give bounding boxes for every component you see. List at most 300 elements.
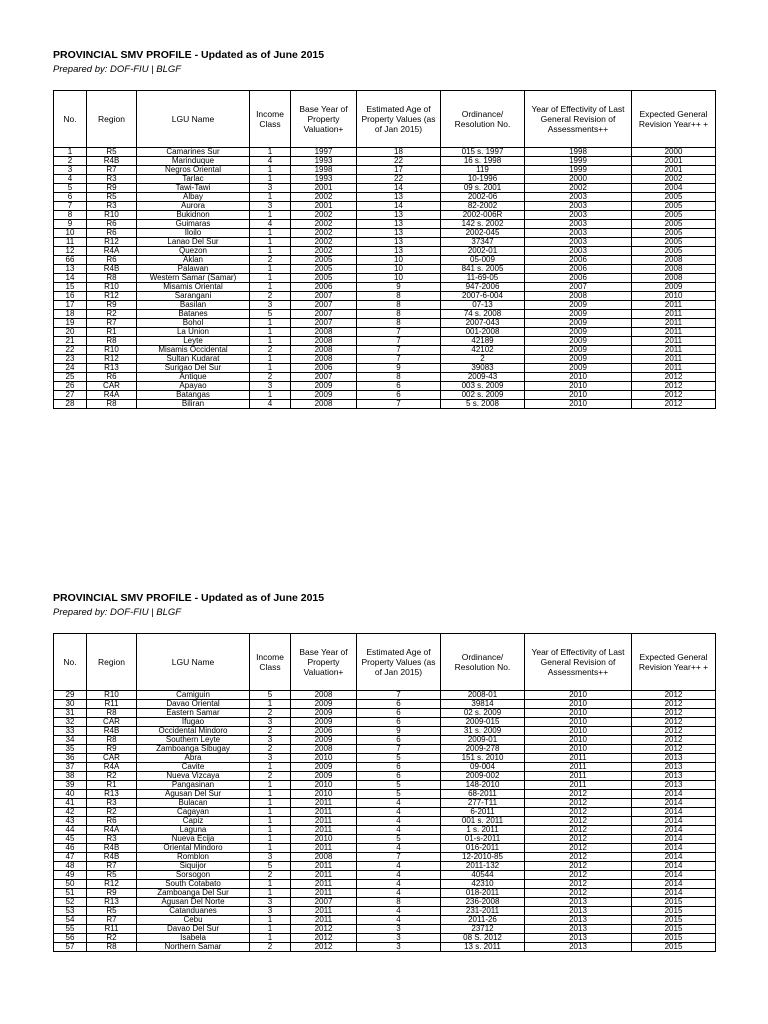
col-base-year-cell: 2012	[291, 943, 357, 952]
col-lgu-name-cell: Albay	[137, 193, 250, 202]
col-income-class-cell: 1	[250, 763, 291, 772]
col-effectivity-year-cell: 2006	[525, 274, 632, 283]
table-row	[54, 925, 716, 934]
header-row	[54, 634, 716, 691]
col-estimated-age-cell: 4	[357, 862, 441, 871]
col-expected-revision-year-cell: 2001	[632, 157, 716, 166]
table-row	[54, 328, 716, 337]
col-expected-revision-year-cell: 2014	[632, 889, 716, 898]
col-base-year-header: Base Year of Property Valuation+	[291, 634, 357, 691]
table-row	[54, 382, 716, 391]
table-row	[54, 211, 716, 220]
col-income-class-cell: 2	[250, 292, 291, 301]
col-region-cell: R12	[87, 238, 137, 247]
col-no-cell: 36	[54, 754, 87, 763]
col-income-class-cell: 1	[250, 364, 291, 373]
col-expected-revision-year-cell: 2011	[632, 319, 716, 328]
col-expected-revision-year-cell: 2014	[632, 853, 716, 862]
col-ordinance-cell: 5 s. 2008	[441, 400, 525, 409]
col-region-cell: R9	[87, 184, 137, 193]
col-no-cell: 49	[54, 871, 87, 880]
table-row	[54, 943, 716, 952]
col-income-class-cell: 2	[250, 745, 291, 754]
col-expected-revision-year-cell: 2015	[632, 907, 716, 916]
col-estimated-age-cell: 6	[357, 763, 441, 772]
col-base-year-cell: 2010	[291, 781, 357, 790]
col-base-year-cell: 2010	[291, 790, 357, 799]
col-no-cell: 26	[54, 382, 87, 391]
col-base-year-cell: 2006	[291, 283, 357, 292]
col-expected-revision-year-cell: 2012	[632, 391, 716, 400]
col-estimated-age-cell: 7	[357, 346, 441, 355]
col-estimated-age-cell: 8	[357, 292, 441, 301]
col-expected-revision-year-cell: 2014	[632, 826, 716, 835]
col-expected-revision-year-cell: 2005	[632, 202, 716, 211]
table-row	[54, 880, 716, 889]
col-lgu-name-cell: Agusan Del Norte	[137, 898, 250, 907]
col-estimated-age-cell: 13	[357, 211, 441, 220]
col-base-year-cell: 2002	[291, 220, 357, 229]
col-ordinance-cell: 05-009	[441, 256, 525, 265]
smv-table-2	[53, 633, 716, 952]
col-effectivity-year-cell: 2012	[525, 790, 632, 799]
col-region-cell: R2	[87, 310, 137, 319]
col-expected-revision-year-cell: 2012	[632, 373, 716, 382]
col-ordinance-cell: 236-2008	[441, 898, 525, 907]
col-region-cell: R2	[87, 772, 137, 781]
col-effectivity-year-cell: 2009	[525, 364, 632, 373]
col-effectivity-year-cell: 2003	[525, 211, 632, 220]
col-effectivity-year-cell: 2003	[525, 247, 632, 256]
table-row	[54, 220, 716, 229]
col-ordinance-cell: 2008-01	[441, 691, 525, 700]
col-lgu-name-cell: Marinduque	[137, 157, 250, 166]
col-no-cell: 52	[54, 898, 87, 907]
col-region-cell: R8	[87, 400, 137, 409]
smv-table-1	[53, 90, 716, 409]
col-no-cell: 54	[54, 916, 87, 925]
col-income-class-cell: 3	[250, 907, 291, 916]
table-row	[54, 247, 716, 256]
col-base-year-cell: 2009	[291, 736, 357, 745]
col-ordinance-cell: 001 s. 2011	[441, 817, 525, 826]
col-expected-revision-year-cell: 2015	[632, 898, 716, 907]
col-no-cell: 24	[54, 364, 87, 373]
col-income-class-cell: 1	[250, 265, 291, 274]
col-estimated-age-cell: 4	[357, 817, 441, 826]
col-lgu-name-cell: Eastern Samar	[137, 709, 250, 718]
col-lgu-name-cell: Negros Oriental	[137, 166, 250, 175]
col-income-class-cell: 1	[250, 337, 291, 346]
col-estimated-age-cell: 18	[357, 148, 441, 157]
col-estimated-age-cell: 6	[357, 700, 441, 709]
col-income-class-cell: 2	[250, 727, 291, 736]
col-lgu-name-cell: Occidental Mindoro	[137, 727, 250, 736]
col-income-class-cell: 3	[250, 301, 291, 310]
table-row	[54, 889, 716, 898]
col-base-year-cell: 2008	[291, 691, 357, 700]
col-base-year-cell: 2007	[291, 292, 357, 301]
col-effectivity-year-cell: 2009	[525, 301, 632, 310]
col-expected-revision-year-cell: 2005	[632, 211, 716, 220]
table-row	[54, 907, 716, 916]
report-title: PROVINCIAL SMV PROFILE - Updated as of June 2015	[53, 592, 325, 604]
col-income-class-header: Income Class	[250, 634, 291, 691]
col-region-cell: R10	[87, 211, 137, 220]
col-ordinance-cell: 003 s. 2009	[441, 382, 525, 391]
col-base-year-cell: 2011	[291, 826, 357, 835]
col-base-year-cell: 2009	[291, 763, 357, 772]
col-estimated-age-cell: 13	[357, 238, 441, 247]
table-row	[54, 346, 716, 355]
col-region-cell: R13	[87, 790, 137, 799]
table-row	[54, 790, 716, 799]
col-lgu-name-cell: Southern Leyte	[137, 736, 250, 745]
col-no-header: No.	[54, 91, 87, 148]
col-lgu-name-cell: Agusan Del Sur	[137, 790, 250, 799]
col-effectivity-year-cell: 2010	[525, 718, 632, 727]
col-income-class-cell: 1	[250, 148, 291, 157]
col-income-class-cell: 2	[250, 943, 291, 952]
table-row	[54, 355, 716, 364]
col-ordinance-cell: 09 s. 2001	[441, 184, 525, 193]
col-ordinance-cell: 947-2006	[441, 283, 525, 292]
col-effectivity-year-cell: 2002	[525, 184, 632, 193]
col-estimated-age-cell: 3	[357, 925, 441, 934]
col-lgu-name-cell: Ifugao	[137, 718, 250, 727]
col-expected-revision-year-cell: 2014	[632, 880, 716, 889]
col-region-cell: R1	[87, 781, 137, 790]
col-region-cell: R11	[87, 925, 137, 934]
col-expected-revision-year-cell: 2013	[632, 781, 716, 790]
col-lgu-name-cell: Misamis Occidental	[137, 346, 250, 355]
table-row	[54, 763, 716, 772]
col-expected-revision-year-cell: 2015	[632, 934, 716, 943]
col-estimated-age-cell: 22	[357, 157, 441, 166]
table-row	[54, 175, 716, 184]
col-ordinance-cell: 2002-006R	[441, 211, 525, 220]
col-income-class-cell: 1	[250, 880, 291, 889]
col-ordinance-cell: 82-2002	[441, 202, 525, 211]
col-effectivity-year-cell: 2013	[525, 934, 632, 943]
col-base-year-cell: 2005	[291, 274, 357, 283]
col-effectivity-year-cell: 2010	[525, 736, 632, 745]
col-base-year-cell: 2012	[291, 934, 357, 943]
col-lgu-name-cell: Bohol	[137, 319, 250, 328]
col-income-class-cell: 1	[250, 175, 291, 184]
col-base-year-cell: 2009	[291, 709, 357, 718]
report-title: PROVINCIAL SMV PROFILE - Updated as of June 2015	[53, 49, 325, 61]
col-income-class-cell: 1	[250, 817, 291, 826]
col-no-cell: 57	[54, 943, 87, 952]
col-expected-revision-year-cell: 2013	[632, 772, 716, 781]
table-row	[54, 871, 716, 880]
col-ordinance-cell: 6-2011	[441, 808, 525, 817]
col-no-cell: 8	[54, 211, 87, 220]
col-ordinance-cell: 10-1996	[441, 175, 525, 184]
col-base-year-cell: 2007	[291, 301, 357, 310]
col-effectivity-year-cell: 2009	[525, 346, 632, 355]
col-ordinance-cell: 2009-015	[441, 718, 525, 727]
col-region-cell: R3	[87, 835, 137, 844]
col-no-cell: 55	[54, 925, 87, 934]
col-expected-revision-year-cell: 2011	[632, 364, 716, 373]
col-estimated-age-cell: 7	[357, 853, 441, 862]
col-lgu-name-cell: Leyte	[137, 337, 250, 346]
col-effectivity-year-cell: 2012	[525, 808, 632, 817]
col-base-year-cell: 2011	[291, 817, 357, 826]
col-estimated-age-cell: 6	[357, 709, 441, 718]
col-expected-revision-year-cell: 2008	[632, 265, 716, 274]
col-estimated-age-header: Estimated Age of Property Values (as of Jan 2015)	[357, 91, 441, 148]
col-income-class-cell: 3	[250, 382, 291, 391]
col-effectivity-year-cell: 2009	[525, 328, 632, 337]
col-no-cell: 19	[54, 319, 87, 328]
col-expected-revision-year-cell: 2014	[632, 844, 716, 853]
col-region-cell: R9	[87, 889, 137, 898]
col-ordinance-cell: 40544	[441, 871, 525, 880]
table-row	[54, 718, 716, 727]
col-income-class-cell: 1	[250, 229, 291, 238]
col-effectivity-year-cell: 2010	[525, 373, 632, 382]
col-no-cell: 28	[54, 400, 87, 409]
col-lgu-name-cell: Isabela	[137, 934, 250, 943]
col-estimated-age-cell: 4	[357, 871, 441, 880]
col-expected-revision-year-cell: 2011	[632, 310, 716, 319]
col-base-year-cell: 2011	[291, 907, 357, 916]
col-expected-revision-year-cell: 2005	[632, 193, 716, 202]
table-row	[54, 283, 716, 292]
table-row	[54, 202, 716, 211]
col-base-year-cell: 2010	[291, 835, 357, 844]
col-income-class-cell: 1	[250, 799, 291, 808]
col-estimated-age-cell: 6	[357, 718, 441, 727]
col-base-year-cell: 2008	[291, 400, 357, 409]
col-no-header: No.	[54, 634, 87, 691]
col-estimated-age-cell: 8	[357, 898, 441, 907]
col-no-cell: 11	[54, 238, 87, 247]
col-expected-revision-year-cell: 2015	[632, 916, 716, 925]
col-lgu-name-cell: Biliran	[137, 400, 250, 409]
col-base-year-cell: 2009	[291, 718, 357, 727]
col-effectivity-year-cell: 1999	[525, 166, 632, 175]
table-row	[54, 772, 716, 781]
col-income-class-cell: 4	[250, 400, 291, 409]
col-lgu-name-cell: Pangasinan	[137, 781, 250, 790]
table-row	[54, 808, 716, 817]
col-estimated-age-cell: 9	[357, 364, 441, 373]
table-row	[54, 727, 716, 736]
col-effectivity-year-cell: 2009	[525, 310, 632, 319]
col-no-cell: 1	[54, 148, 87, 157]
col-lgu-name-cell: Davao Oriental	[137, 700, 250, 709]
table-row	[54, 292, 716, 301]
col-expected-revision-year-cell: 2012	[632, 400, 716, 409]
col-expected-revision-year-cell: 2012	[632, 745, 716, 754]
col-income-class-cell: 1	[250, 925, 291, 934]
col-estimated-age-cell: 5	[357, 790, 441, 799]
col-effectivity-year-cell: 2013	[525, 898, 632, 907]
col-estimated-age-cell: 14	[357, 202, 441, 211]
col-no-cell: 18	[54, 310, 87, 319]
col-effectivity-year-cell: 2009	[525, 355, 632, 364]
col-expected-revision-year-cell: 2002	[632, 175, 716, 184]
table-row	[54, 898, 716, 907]
col-region-cell: R4B	[87, 844, 137, 853]
col-estimated-age-cell: 13	[357, 193, 441, 202]
col-expected-revision-year-cell: 2011	[632, 301, 716, 310]
col-lgu-name-cell: Guimaras	[137, 220, 250, 229]
col-income-class-cell: 3	[250, 718, 291, 727]
table-row	[54, 754, 716, 763]
col-effectivity-year-cell: 2003	[525, 202, 632, 211]
col-region-cell: R5	[87, 193, 137, 202]
col-income-class-cell: 2	[250, 373, 291, 382]
col-ordinance-cell: 2007-6-004	[441, 292, 525, 301]
col-ordinance-cell: 23712	[441, 925, 525, 934]
col-region-cell: R4B	[87, 853, 137, 862]
col-expected-revision-year-cell: 2015	[632, 943, 716, 952]
col-lgu-name-cell: Abra	[137, 754, 250, 763]
col-effectivity-year-cell: 2000	[525, 175, 632, 184]
col-ordinance-header: Ordinance/ Resolution No.	[441, 91, 525, 148]
table-row	[54, 337, 716, 346]
col-income-class-cell: 2	[250, 871, 291, 880]
col-expected-revision-year-cell: 2012	[632, 736, 716, 745]
col-ordinance-cell: 2	[441, 355, 525, 364]
col-ordinance-cell: 148-2010	[441, 781, 525, 790]
col-expected-revision-year-cell: 2015	[632, 925, 716, 934]
table-row	[54, 391, 716, 400]
col-ordinance-cell: 002 s. 2009	[441, 391, 525, 400]
col-region-cell: R13	[87, 898, 137, 907]
col-lgu-name-cell: Catanduanes	[137, 907, 250, 916]
col-estimated-age-cell: 4	[357, 889, 441, 898]
col-no-cell: 40	[54, 790, 87, 799]
col-estimated-age-cell: 14	[357, 184, 441, 193]
col-effectivity-year-cell: 2010	[525, 391, 632, 400]
col-lgu-name-cell: Romblon	[137, 853, 250, 862]
table-row	[54, 148, 716, 157]
col-region-cell: R6	[87, 256, 137, 265]
col-effectivity-year-header: Year of Effectivity of Last General Revision of Assessments++	[525, 91, 632, 148]
table-row	[54, 844, 716, 853]
col-lgu-name-cell: Cebu	[137, 916, 250, 925]
col-no-cell: 17	[54, 301, 87, 310]
col-expected-revision-year-cell: 2014	[632, 871, 716, 880]
col-no-cell: 42	[54, 808, 87, 817]
col-estimated-age-cell: 17	[357, 166, 441, 175]
col-expected-revision-year-cell: 2010	[632, 292, 716, 301]
table-row	[54, 853, 716, 862]
col-expected-revision-year-cell: 2012	[632, 691, 716, 700]
col-effectivity-year-cell: 2012	[525, 862, 632, 871]
col-region-cell: R4B	[87, 727, 137, 736]
col-region-cell: R3	[87, 202, 137, 211]
col-estimated-age-cell: 4	[357, 907, 441, 916]
col-estimated-age-cell: 9	[357, 283, 441, 292]
col-income-class-cell: 1	[250, 781, 291, 790]
table-row	[54, 364, 716, 373]
table-row	[54, 700, 716, 709]
table-row	[54, 373, 716, 382]
col-no-cell: 27	[54, 391, 87, 400]
col-lgu-name-cell: Sarangani	[137, 292, 250, 301]
col-ordinance-cell: 151 s. 2010	[441, 754, 525, 763]
col-ordinance-cell: 39083	[441, 364, 525, 373]
col-effectivity-year-cell: 2010	[525, 709, 632, 718]
col-estimated-age-cell: 5	[357, 754, 441, 763]
col-base-year-cell: 2008	[291, 355, 357, 364]
col-lgu-name-cell: Bulacan	[137, 799, 250, 808]
col-effectivity-year-cell: 2010	[525, 400, 632, 409]
col-base-year-cell: 1997	[291, 148, 357, 157]
report-subtitle: Prepared by: DOF-FIU | BLGF	[53, 607, 182, 618]
col-ordinance-cell: 39814	[441, 700, 525, 709]
col-effectivity-year-cell: 2012	[525, 880, 632, 889]
col-income-class-cell: 1	[250, 916, 291, 925]
col-effectivity-year-cell: 2012	[525, 817, 632, 826]
col-lgu-name-cell: Antique	[137, 373, 250, 382]
col-lgu-name-cell: Batangas	[137, 391, 250, 400]
col-income-class-cell: 5	[250, 862, 291, 871]
col-lgu-name-cell: Cagayan	[137, 808, 250, 817]
col-effectivity-year-cell: 2013	[525, 943, 632, 952]
col-effectivity-year-cell: 2003	[525, 220, 632, 229]
col-ordinance-header: Ordinance/ Resolution No.	[441, 634, 525, 691]
col-no-cell: 41	[54, 799, 87, 808]
col-expected-revision-year-cell: 2014	[632, 817, 716, 826]
col-income-class-cell: 1	[250, 934, 291, 943]
col-lgu-name-header: LGU Name	[137, 634, 250, 691]
col-lgu-name-cell: Northern Samar	[137, 943, 250, 952]
col-effectivity-year-cell: 2011	[525, 772, 632, 781]
col-ordinance-cell: 016-2011	[441, 844, 525, 853]
col-no-cell: 9	[54, 220, 87, 229]
col-estimated-age-cell: 8	[357, 310, 441, 319]
col-lgu-name-cell: Siquijor	[137, 862, 250, 871]
col-lgu-name-cell: Cavite	[137, 763, 250, 772]
col-no-cell: 38	[54, 772, 87, 781]
col-lgu-name-cell: Zamboanga Del Sur	[137, 889, 250, 898]
col-expected-revision-year-cell: 2014	[632, 862, 716, 871]
col-income-class-cell: 5	[250, 691, 291, 700]
col-expected-revision-year-cell: 2008	[632, 256, 716, 265]
col-income-class-cell: 1	[250, 274, 291, 283]
col-lgu-name-cell: Tarlac	[137, 175, 250, 184]
col-effectivity-year-cell: 2011	[525, 763, 632, 772]
col-effectivity-year-cell: 2012	[525, 826, 632, 835]
col-effectivity-year-cell: 2012	[525, 871, 632, 880]
col-estimated-age-cell: 7	[357, 400, 441, 409]
col-expected-revision-year-cell: 2012	[632, 718, 716, 727]
col-ordinance-cell: 74 s. 2008	[441, 310, 525, 319]
col-base-year-cell: 2002	[291, 193, 357, 202]
col-base-year-cell: 2006	[291, 727, 357, 736]
col-ordinance-cell: 42189	[441, 337, 525, 346]
col-effectivity-year-cell: 2010	[525, 382, 632, 391]
col-region-cell: R7	[87, 862, 137, 871]
col-effectivity-year-cell: 2012	[525, 835, 632, 844]
col-estimated-age-cell: 7	[357, 328, 441, 337]
col-income-class-cell: 1	[250, 700, 291, 709]
col-income-class-cell: 1	[250, 193, 291, 202]
col-region-cell: R5	[87, 871, 137, 880]
col-ordinance-cell: 2009-43	[441, 373, 525, 382]
col-lgu-name-cell: La Union	[137, 328, 250, 337]
col-ordinance-cell: 841 s. 2005	[441, 265, 525, 274]
col-base-year-cell: 2011	[291, 862, 357, 871]
